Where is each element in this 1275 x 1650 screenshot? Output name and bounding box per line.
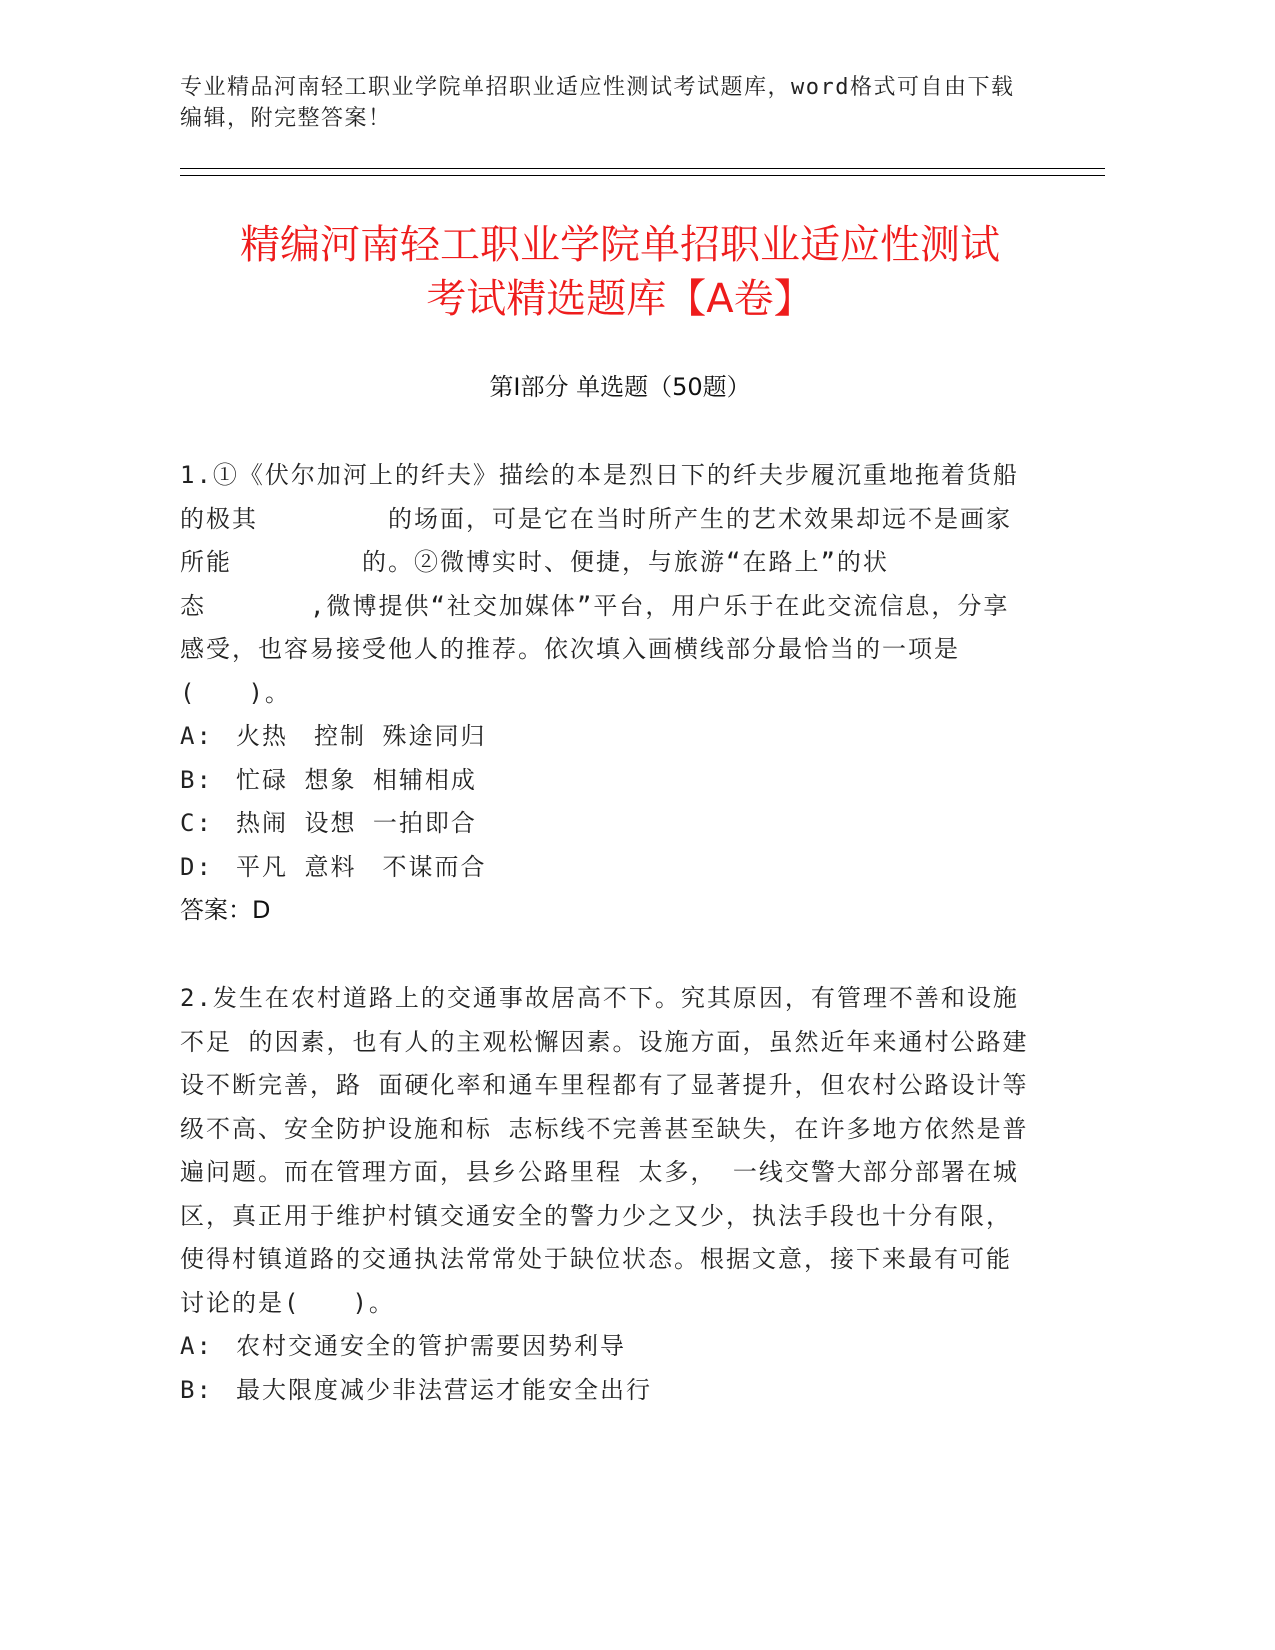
answer-value: D	[252, 896, 271, 924]
option-key: D:	[180, 852, 213, 881]
header-note: 专业精品河南轻工职业学院单招职业适应性测试考试题库，word格式可自由下载编辑，附完整答案！	[180, 75, 1015, 131]
option-key: B:	[180, 765, 213, 794]
option-key: C:	[180, 809, 213, 837]
question-stem: 2.发生在农村道路上的交通事故居高不下。究其原因，有管理不善和设施不足 的因素，也有人的主观松懈因素。设施方面，虽然近年来通村公路建设不断完善，路 面硬化率和通车里程都有了显著提升，但农村公路设计等级不高、安全防护设施和标 志标线不完善甚至缺失，在许多地方依然是普遍问题。而在管理方面，县乡公路里程 太多， 一线交警大部分部署在城区，真正用于维护村镇交通安全的警力少之又少，执法手段也十分有限，使得村镇道路的交通执法常常处于缺位状态。根据文意，接下来最有可能讨论的是( )。	[180, 984, 1029, 1317]
document-title-line-2: 考试精选题库【A卷】	[426, 276, 814, 322]
document-title	[180, 218, 1060, 326]
option-key: A:	[180, 1332, 213, 1360]
option-a	[180, 1325, 1030, 1369]
option-text: 忙碌 想象 相辅相成	[236, 765, 477, 794]
option-text: 平凡 意料 不谋而合	[236, 852, 487, 881]
header-divider	[180, 168, 1105, 169]
document-title-line-1: 精编河南轻工职业学院单招职业适应性测试	[240, 222, 1000, 268]
question-1	[180, 454, 1030, 933]
question-stem: 1.①《伏尔加河上的纤夫》描绘的本是烈日下的纤夫步履沉重地拖着货船的极其 的场面，可是它在当时所产生的艺术效果却远不是画家所能 的。②微博实时、便捷，与旅游“在路上”的状态 ,微博提供“社交加媒体”平台，用户乐于在此交流信息，分享感受，也容易接受他人的推荐。依次填入画横线部分最恰当的一项是( )。	[180, 461, 1019, 707]
option-text: 热闹 设想 一拍即合	[236, 809, 477, 837]
answer-line	[180, 889, 1030, 933]
option-b	[180, 759, 1030, 803]
option-b	[180, 1369, 1030, 1413]
header-divider	[180, 175, 1105, 176]
option-d	[180, 846, 1030, 890]
document-page	[180, 0, 1105, 1650]
option-c	[180, 802, 1030, 846]
option-key: B:	[180, 1375, 213, 1404]
option-key: A:	[180, 722, 213, 750]
section-title: 第Ⅰ部分 单选题（50题）	[489, 373, 751, 401]
option-text: 最大限度减少非法营运才能安全出行	[236, 1375, 652, 1404]
option-text: 农村交通安全的管护需要因势利导	[236, 1332, 626, 1360]
answer-label: 答案：	[180, 896, 252, 924]
option-text: 火热 控制 殊途同归	[236, 722, 487, 750]
option-a	[180, 715, 1030, 759]
question-2	[180, 977, 1030, 1412]
